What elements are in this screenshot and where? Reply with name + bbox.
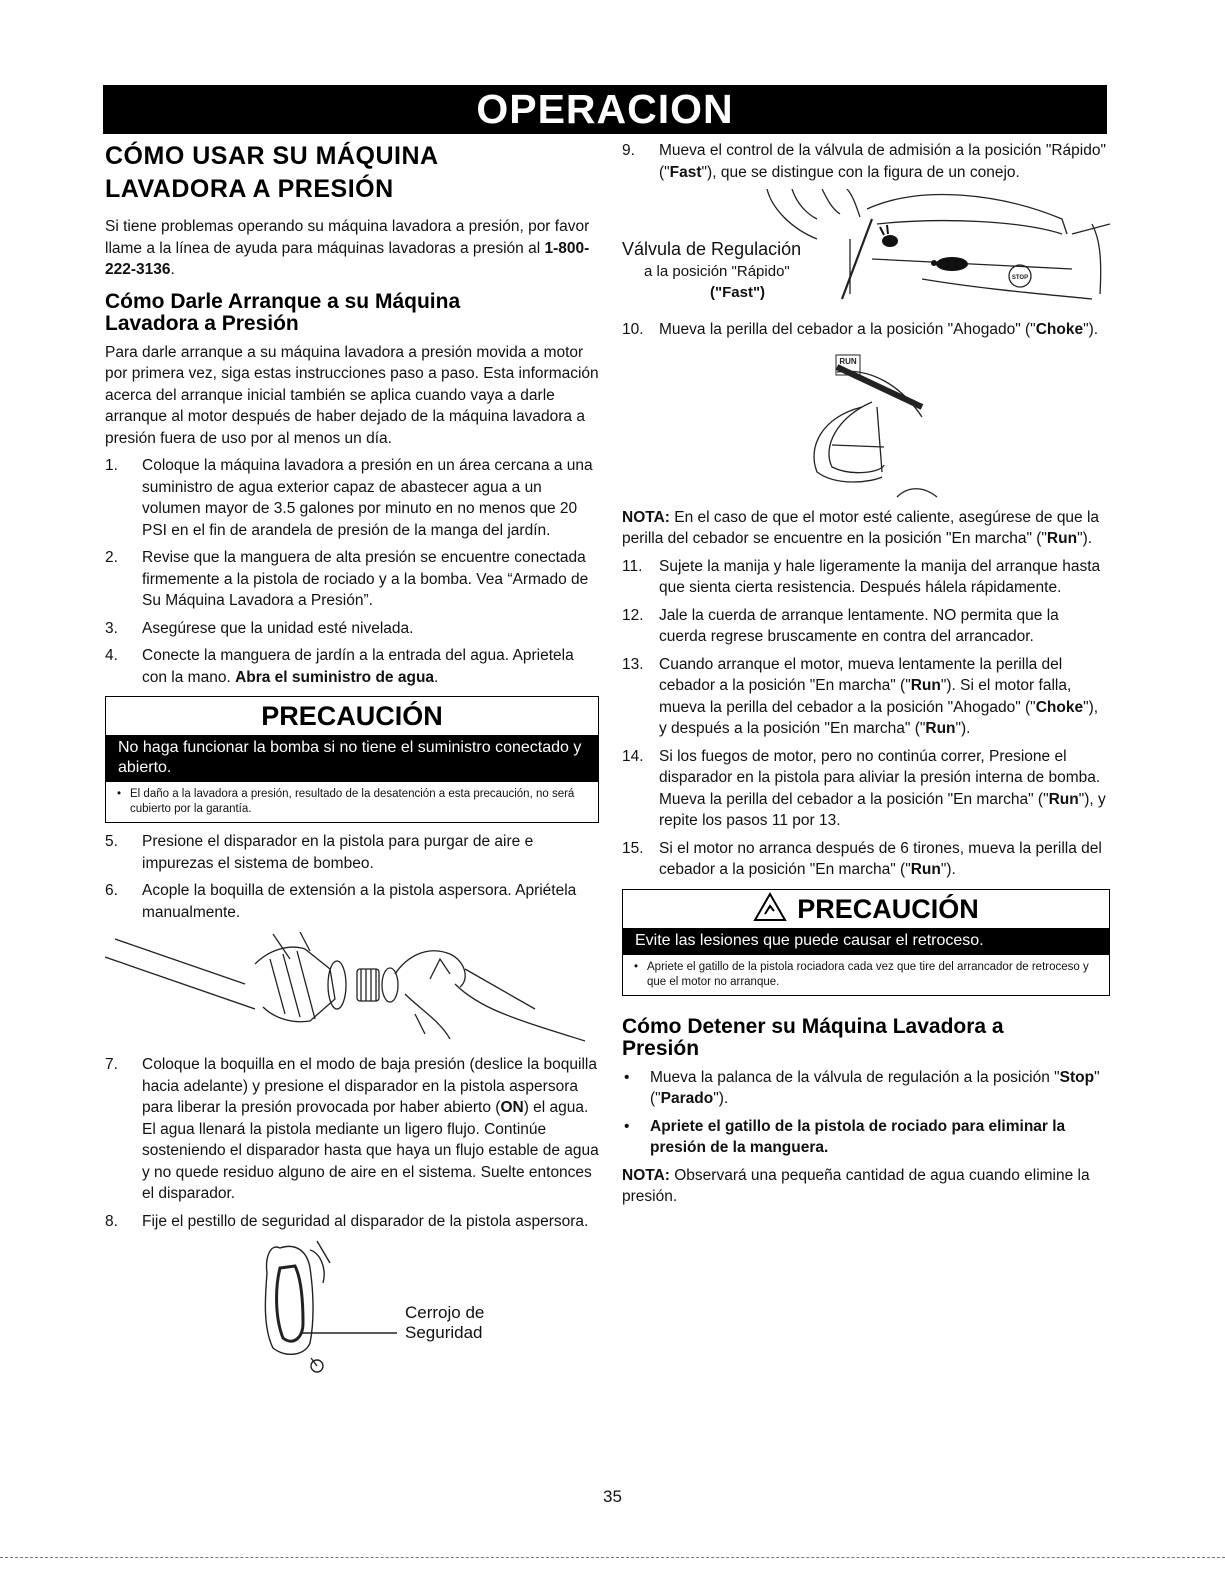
step-4: 4. Conecte la manguera de jardín a la entrada del agua. Aprietela con la mano. Abra el suministro de agua. [105, 647, 574, 686]
stop-marker: STOP [1011, 275, 1029, 281]
bottom-divider [0, 1557, 1225, 1558]
step-9: 9. Mueva el control de la válvula de admisión a la posición "Rápido" ("Fast"), que se distingue con la figura de un conejo. [622, 142, 1106, 181]
stop-step-trigger: • Apriete el gatillo de la pistola de rociado para eliminar la presión de la manguera. [624, 1117, 1066, 1156]
step-15: 15. Si el motor no arranca después de 6 tirones, mueva la perilla del cebador a la posición "En marcha" ("Run"). [622, 839, 1102, 878]
section-banner: OPERACION [103, 85, 1107, 134]
caution-note: • Apriete el gatillo de la pistola rociadora cada vez que tire del arrancador de retroceso y que el motor no arranque. [634, 960, 1089, 988]
starting-steps-list [622, 556, 1110, 881]
stop-steps-list [622, 1067, 1110, 1159]
start-steps-list [105, 455, 599, 688]
step-12: 12. Jale la cuerda de arranque lentamente. NO permita que la cuerda regrese bruscamente en contra del arrancador. [622, 606, 1059, 645]
turtle-icon [931, 257, 968, 271]
start-steps-list-right [622, 140, 1110, 183]
start-heading: Cómo Darle Arranque a su Máquina Lavadora a Presión [105, 289, 461, 335]
choke-illustration [622, 347, 1110, 507]
step-8: 8. Fije el pestillo de seguridad al disparador de la pistola aspersora. [105, 1212, 589, 1230]
choke-drawing [622, 347, 1110, 507]
main-title: CÓMO USAR SU MÁQUINA LAVADORA A PRESIÓN [105, 142, 439, 203]
step-7: 7. Coloque la boquilla en el modo de baja presión (deslice la boquilla hacia adelante) y presione el disparador en la pistola aspersora para liberar la presión provocada por haber abierto (ON) el agua. El agua llenará la pistola mediante un ligero flujo. Continúe sosteniendo el disparador hasta que haya un flujo estable de agua y no quede residuo alguno de aire en el sistema. Suelte entonces el disparador. [105, 1056, 599, 1202]
left-column [105, 140, 599, 1378]
throttle-label-fast: ("Fast") [710, 284, 766, 301]
nozzle-illustration [105, 929, 599, 1054]
step-3: 3. Asegúrese que la unidad esté nivelada. [105, 619, 414, 637]
step-11: 11. Sujete la manija y hale ligeramente la manija del arranque hasta que sienta cierta resistencia. Después hálela rápidamente. [622, 557, 1101, 596]
step-5: 5. Presione el disparador en la pistola para purgar de aire e impurezas el sistema de bombeo. [105, 833, 534, 872]
step-1: 1. Coloque la máquina lavadora a presión en un área cercana a una suministro de agua exterior capaz de abastecer agua a un volumen mayor de 3.5 galones por minuto en no menos que 20 PSI en el fin de arandela de presión de la manga del jardín. [105, 457, 593, 539]
choke-step-list [622, 319, 1110, 341]
safety-lock-illustration [105, 1238, 599, 1378]
step-6: 6. Acople la boquilla de extensión a la pistola aspersora. Apriétela manualmente. [105, 882, 577, 921]
caution-box-kickback [622, 889, 1110, 996]
note-warm-engine: NOTA: En el caso de que el motor esté caliente, asegúrese de que la perilla del cebador se encuentre en la posición "En marcha" ("Run"). [622, 508, 1100, 547]
caution-title: PRECAUCIÓN [623, 890, 1109, 928]
stop-heading: Cómo Detener su Máquina Lavadora a Presión [622, 1014, 1004, 1060]
helpline-paragraph: Si tiene problemas operando su máquina lavadora a presión, por favor llame a la línea de ayuda para máquinas lavadoras a presión al 1-800-222-3136. [105, 218, 590, 278]
safety-lock-label: Cerrojo de Seguridad [405, 1303, 485, 1342]
throttle-label: Válvula de Regulación [622, 239, 802, 259]
caution-message: Evite las lesiones que puede causar el retroceso. [623, 928, 1109, 955]
throttle-label-position: a la posición "Rápido" [644, 263, 790, 280]
spray-gun-drawing [105, 1238, 405, 1378]
caution-box-water-supply [105, 696, 599, 823]
nozzle-drawing [105, 929, 599, 1054]
rabbit-icon [880, 225, 898, 247]
throttle-illustration [622, 189, 1110, 319]
step-14: 14. Si los fuegos de motor, pero no continúa correr, Presione el disparador en la pistola para aliviar la presión interna de bomba. Mueva la perilla del cebador a la posición "En marcha" ("Run"), y repite los pasos 11 por 13. [622, 747, 1106, 829]
note-pressure-release: NOTA: Observará una pequeña cantidad de agua cuando elimine la presión. [622, 1166, 1090, 1205]
start-steps-list-final [105, 1054, 599, 1232]
run-marker: RUN [839, 356, 857, 366]
step-10: 10. Mueva la perilla del cebador a la posición "Ahogado" ("Choke"). [622, 321, 1099, 338]
caution-note: • El daño a la lavadora a presión, resultado de la desatención a esta precaución, no será cubierto por la garantía. [117, 788, 575, 815]
start-intro-paragraph: Para darle arranque a su máquina lavadora a presión movida a motor por primera vez, siga estas instrucciones paso a paso. Esta información acerca del arranque inicial también se aplica cuando vaya a darle arranque al motor después de haber dejado de la máquina lavadora a presión fuera de uso por al menos un día. [105, 343, 599, 447]
caution-title: PRECAUCIÓN [261, 701, 443, 731]
caution-message: No haga funcionar la bomba si no tiene el suministro conectado y abierto. [106, 735, 598, 782]
step-13: 13. Cuando arranque el motor, mueva lentamente la perilla del cebador a la posición "En marcha" ("Run"). Si el motor falla, mueva la perilla del cebador a la posición "Ahogado" ("Choke"), y después a la posición "En marcha" ("Run"). [622, 655, 1099, 737]
start-steps-list-continued [105, 831, 599, 923]
step-2: 2. Revise que la manguera de alta presión se encuentre conectada firmemente a la pistola de rociado y a la bomba. Vea “Armado de Su Máquina Lavadora a Presión”. [105, 549, 589, 609]
stop-step-throttle: • Mueva la palanca de la válvula de regulación a la posición "Stop" ("Parado"). [624, 1068, 1100, 1107]
page-number: 35 [603, 1487, 622, 1506]
right-column [622, 140, 1110, 1214]
helpline-phone: 1-800-222-3136 [105, 239, 590, 278]
warning-triangle-icon [753, 892, 787, 922]
